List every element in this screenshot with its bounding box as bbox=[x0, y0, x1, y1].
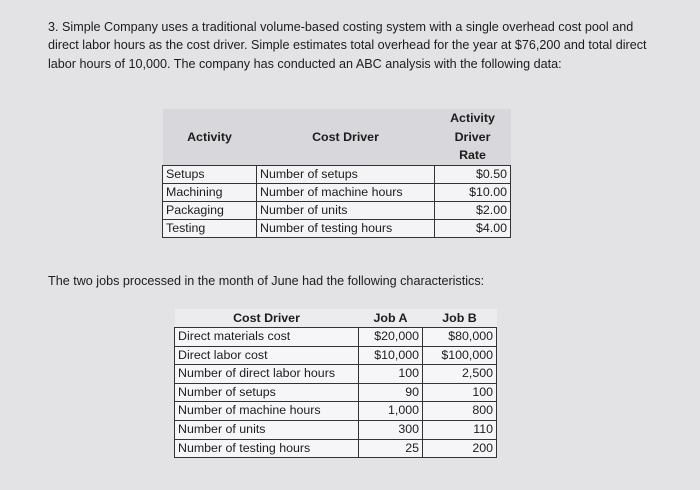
job-b-cell: $100,000 bbox=[423, 346, 497, 365]
job-b-cell: 200 bbox=[423, 439, 497, 458]
table-row bbox=[163, 201, 511, 219]
cost-driver-cell: Number of machine hours bbox=[257, 183, 435, 201]
rate-cell: $0.50 bbox=[435, 165, 511, 183]
table-row bbox=[175, 402, 497, 421]
job-a-cell: 100 bbox=[359, 365, 423, 384]
rate-cell: $4.00 bbox=[435, 219, 511, 237]
table-row bbox=[175, 439, 497, 458]
job-a-cell: 300 bbox=[359, 420, 423, 439]
cost-driver-cell: Direct labor cost bbox=[175, 346, 359, 365]
table-row bbox=[175, 346, 497, 365]
table-row bbox=[175, 383, 497, 402]
job-a-cell: $20,000 bbox=[359, 328, 423, 347]
rate-cell: $2.00 bbox=[435, 201, 511, 219]
cost-driver-cell: Number of testing hours bbox=[175, 439, 359, 458]
header-job-b: Job B bbox=[423, 309, 497, 328]
problem-statement: 3. Simple Company uses a traditional volume-based costing system with a single overhead cost pool and direct labor hours as the cost driver. Simple estimates total overhead for the year at $76,200 and total direct labor hours of 10,000. The company has conducted an ABC analysis with the following data: bbox=[48, 20, 647, 71]
cost-driver-cell: Direct materials cost bbox=[175, 328, 359, 347]
jobs-table bbox=[174, 309, 497, 458]
cost-driver-cell: Number of setups bbox=[175, 383, 359, 402]
cost-driver-cell: Number of units bbox=[175, 420, 359, 439]
header-activity: Activity bbox=[163, 109, 257, 165]
job-b-cell: 800 bbox=[423, 402, 497, 421]
header-rate-line: Driver bbox=[454, 129, 491, 144]
jobs-intro-text: The two jobs processed in the month of June had the following characteristics: bbox=[48, 274, 485, 288]
cost-driver-cell: Number of testing hours bbox=[257, 219, 435, 237]
header-activity-driver-rate bbox=[435, 109, 511, 165]
cost-driver-cell: Number of direct labor hours bbox=[175, 365, 359, 384]
job-b-cell: $80,000 bbox=[423, 328, 497, 347]
activity-rate-table bbox=[162, 109, 511, 238]
table-row bbox=[163, 219, 511, 237]
header-cost-driver: Cost Driver bbox=[175, 309, 359, 328]
activity-cell: Setups bbox=[163, 165, 257, 183]
job-a-cell: 25 bbox=[359, 439, 423, 458]
job-a-cell: $10,000 bbox=[359, 346, 423, 365]
table-row bbox=[163, 165, 511, 183]
header-job-a: Job A bbox=[359, 309, 423, 328]
cost-driver-cell: Number of units bbox=[257, 201, 435, 219]
job-a-cell: 90 bbox=[359, 383, 423, 402]
job-b-cell: 100 bbox=[423, 383, 497, 402]
table-row bbox=[175, 420, 497, 439]
job-a-cell: 1,000 bbox=[359, 402, 423, 421]
table-row bbox=[175, 328, 497, 347]
activity-cell: Machining bbox=[163, 183, 257, 201]
table-header-row bbox=[163, 109, 511, 165]
activity-cell: Packaging bbox=[163, 201, 257, 219]
table-row bbox=[175, 365, 497, 384]
cost-driver-cell: Number of machine hours bbox=[175, 402, 359, 421]
activity-cell: Testing bbox=[163, 219, 257, 237]
job-b-cell: 110 bbox=[423, 420, 497, 439]
rate-cell: $10.00 bbox=[435, 183, 511, 201]
job-b-cell: 2,500 bbox=[423, 365, 497, 384]
table-header-row bbox=[175, 309, 497, 328]
header-cost-driver: Cost Driver bbox=[257, 109, 435, 165]
header-rate-line: Activity bbox=[450, 111, 495, 125]
cost-driver-cell: Number of setups bbox=[257, 165, 435, 183]
header-rate-line: Rate bbox=[459, 148, 486, 162]
table-row bbox=[163, 183, 511, 201]
